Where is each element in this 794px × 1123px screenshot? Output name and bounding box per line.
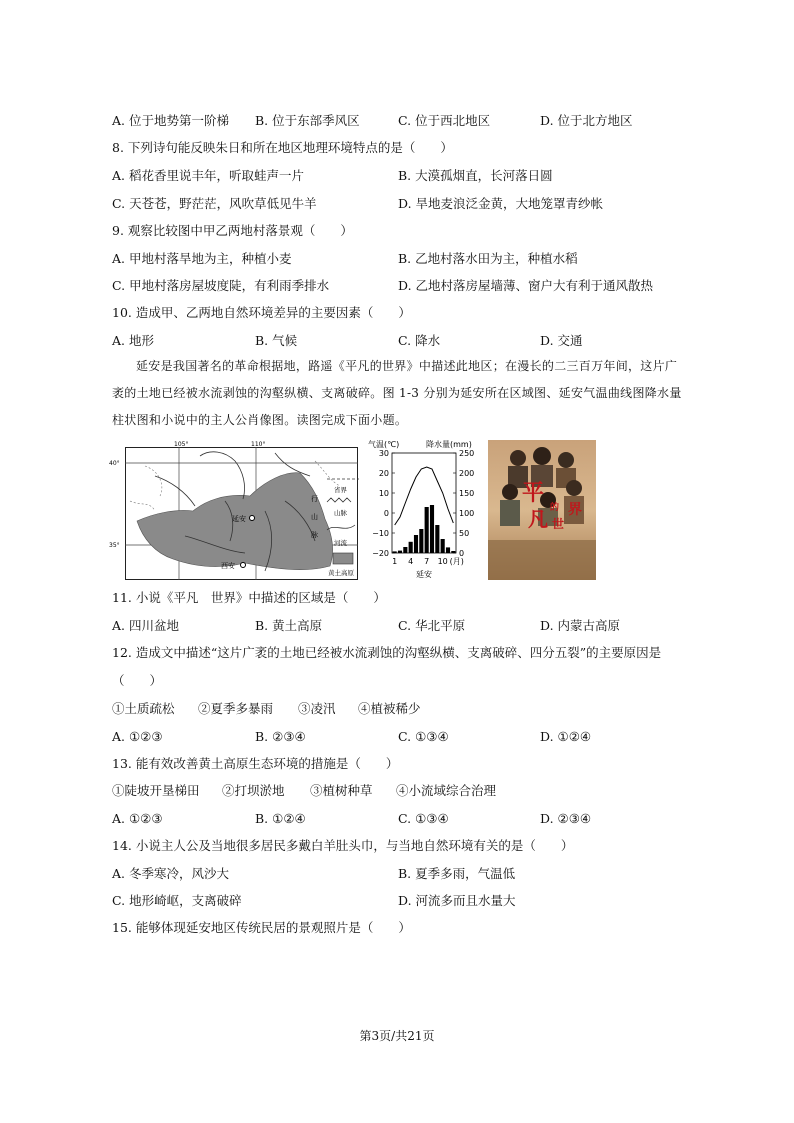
q13-options	[112, 811, 672, 827]
poster-title-char: 凡	[528, 507, 548, 531]
q15-stem: 15. 能够体现延安地区传统民居的景观照片是（ ）	[112, 920, 411, 935]
precipitation-bar	[451, 551, 455, 553]
precipitation-bar	[398, 551, 402, 553]
left-tick-label: 10	[378, 489, 389, 498]
q9-option-c: C. 甲地村落房屋坡度陡，有利雨季排水	[112, 278, 330, 293]
q9-option-d: D. 乙地村落房屋墙薄、窗户大有利于通风散热	[398, 278, 654, 293]
q13-option-b: B. ①②④	[255, 811, 306, 826]
q12-option-a: A. ①②③	[112, 729, 163, 744]
q12-option-b: B. ②③④	[255, 729, 306, 744]
q8-option-a: A. 稻花香里说丰年，听取蛙声一片	[112, 168, 304, 183]
q7-option-b: B. 位于东部季风区	[255, 113, 360, 128]
q12-item-2: ②夏季多暴雨	[198, 701, 274, 716]
temperature-curve	[395, 467, 454, 525]
yanan-climate-chart	[364, 437, 484, 584]
legend-province-border: 省界	[334, 486, 347, 494]
q14-option-d: D. 河流多而且水量大	[398, 893, 516, 908]
q14-stem: 14. 小说主人公及当地很多居民多戴白羊肚头巾，与当地自然环境有关的是（ ）	[112, 838, 574, 853]
chart-station-label: 延安	[416, 570, 432, 579]
q13-option-d: D. ②③④	[540, 811, 592, 826]
yanan-region-map	[109, 441, 358, 580]
chart-precip-title: 降水量(mm)	[426, 440, 472, 449]
q14-option-c: C. 地形崎岖，支离破碎	[112, 893, 242, 908]
q10-options	[112, 333, 672, 349]
left-tick-label: −20	[372, 549, 389, 558]
map-lon-105: 105°	[174, 441, 189, 448]
q12-option-d: D. ①②④	[540, 729, 592, 744]
q8-options-row2	[112, 196, 672, 212]
q13-item-3: ③植树种草	[310, 783, 373, 798]
left-tick-label: 20	[378, 469, 389, 478]
q13-stem: 13. 能有效改善黄土高原生态环境的措施是（ ）	[112, 756, 399, 771]
poster-title-char: 平	[522, 481, 545, 506]
q10-option-d: D. 交通	[540, 333, 583, 348]
right-tick-label: 200	[459, 469, 475, 478]
poster-title-char: 世	[552, 517, 565, 531]
q12-options	[112, 729, 672, 745]
q8-options-row1	[112, 168, 672, 184]
right-tick-label: 0	[459, 549, 465, 558]
map-lat-40: 40°	[109, 460, 120, 467]
q13-item-1: ①陡坡开垦梯田	[112, 783, 200, 798]
right-tick-label: 50	[459, 529, 470, 538]
q12-item-1: ①土质疏松	[112, 701, 175, 716]
q8-option-b: B. 大漠孤烟直，长河落日圆	[398, 168, 553, 183]
q12-item-3: ③凌汛	[298, 701, 336, 716]
q9-option-a: A. 甲地村落旱地为主，种植小麦	[112, 251, 292, 266]
q12-stem: 12. 造成文中描述“这片广袤的土地已经被水流剥蚀的沟壑纵横、支离破碎、四分五裂”的主要原因是	[112, 645, 662, 660]
q14-option-b: B. 夏季多雨，气温低	[398, 866, 516, 881]
map-lon-110: 110°	[251, 441, 266, 448]
legend-loess-plateau: 黄土高原	[328, 569, 354, 577]
q13-option-a: A. ①②③	[112, 811, 163, 826]
poster-title-char: 界	[568, 502, 582, 518]
legend-river: 河流	[334, 539, 347, 547]
poster-title-char: 的	[550, 503, 560, 513]
precipitation-bar	[435, 525, 439, 553]
precipitation-bar	[430, 505, 434, 553]
q12-items	[112, 701, 672, 717]
q11-option-c: C. 华北平原	[398, 618, 466, 633]
left-tick-label: 30	[378, 449, 389, 458]
q14-options-row1	[112, 866, 672, 882]
left-tick-label: 0	[383, 509, 389, 518]
q7-option-d: D. 位于北方地区	[540, 113, 633, 128]
map-label-xian: 西安	[221, 562, 235, 570]
novel-character-poster	[488, 440, 596, 580]
q10-option-b: B. 气候	[255, 333, 298, 348]
reading-passage: 延安是我国著名的革命根据地，路遥《平凡的世界》中描述此地区；在漫长的二三百万年间，这片广袤的土地已经被水流剥蚀的沟壑纵横、支离破碎。图 1-3 分别为延安所在区域图、延安气温曲线图降水量柱状图和小说中的主人公肖像图。读图完成下面小题。	[112, 359, 682, 427]
precipitation-bar	[446, 547, 450, 553]
right-tick-label: 150	[459, 489, 475, 498]
precipitation-bar	[419, 529, 423, 553]
q8-stem: 8. 下列诗句能反映朱日和所在地区地理环境特点的是（ ）	[112, 140, 453, 155]
precipitation-bar	[409, 542, 413, 553]
q13-items	[112, 783, 672, 799]
q10-option-c: C. 降水	[398, 333, 441, 348]
q11-option-a: A. 四川盆地	[112, 618, 179, 633]
map-lat-35: 35°	[109, 542, 120, 549]
map-label-yanan: 延安	[232, 515, 246, 523]
q9-options-row1	[112, 251, 672, 267]
chart-temp-title: 气温(℃)	[368, 440, 400, 449]
q7-options	[112, 113, 672, 129]
q13-item-2: ②打坝淤地	[222, 783, 285, 798]
month-tick-label: 7	[424, 557, 430, 566]
right-tick-label: 250	[459, 449, 475, 458]
q9-option-b: B. 乙地村落水田为主，种植水稻	[398, 251, 578, 266]
q9-options-row2	[112, 278, 672, 294]
month-tick-label: 4	[408, 557, 414, 566]
q14-option-a: A. 冬季寒冷，风沙大	[112, 866, 229, 881]
q12-item-4: ④植被稀少	[358, 701, 421, 716]
q7-option-c: C. 位于西北地区	[398, 113, 491, 128]
q14-options-row2	[112, 893, 672, 909]
map-label-mai: 脉	[311, 531, 318, 539]
map-label-shan: 山	[311, 513, 318, 521]
precipitation-bar	[393, 551, 397, 553]
right-tick-label: 100	[459, 509, 475, 518]
map-label-hang: 行	[311, 495, 318, 503]
q8-option-c: C. 天苍苍，野茫茫，风吹草低见牛羊	[112, 196, 317, 211]
q11-options-row	[112, 618, 672, 634]
month-tick-label: 10	[437, 557, 448, 566]
precipitation-bar	[414, 535, 418, 553]
q8-option-d: D. 旱地麦浪泛金黄，大地笼罩青纱帐	[398, 196, 604, 211]
map-legend	[325, 475, 365, 580]
precipitation-bar	[441, 539, 445, 553]
chart-month-unit: (月)	[449, 557, 464, 566]
q13-option-c: C. ①③④	[398, 811, 449, 826]
precipitation-bar	[403, 547, 407, 553]
q12-option-c: C. ①③④	[398, 729, 449, 744]
q13-item-4: ④小流域综合治理	[396, 783, 497, 798]
q11-stem: 11. 小说《平凡 世界》中描述的区域是（ ）	[112, 590, 386, 605]
q7-option-a: A. 位于地势第一阶梯	[112, 113, 229, 128]
left-tick-label: −10	[372, 529, 389, 538]
legend-mountain: 山脉	[334, 509, 347, 517]
page-footer: 第3页/共21页	[359, 1029, 435, 1043]
q12-stem-paren: （ ）	[112, 673, 163, 688]
precipitation-bar	[425, 507, 429, 553]
q11-option-b: B. 黄土高原	[255, 618, 323, 633]
q11-option-d: D. 内蒙古高原	[540, 618, 621, 633]
q9-stem: 9. 观察比较图中甲乙两地村落景观（ ）	[112, 223, 353, 238]
q10-option-a: A. 地形	[112, 333, 154, 348]
month-tick-label: 1	[392, 557, 398, 566]
q10-stem: 10. 造成甲、乙两地自然环境差异的主要因素（ ）	[112, 305, 411, 320]
